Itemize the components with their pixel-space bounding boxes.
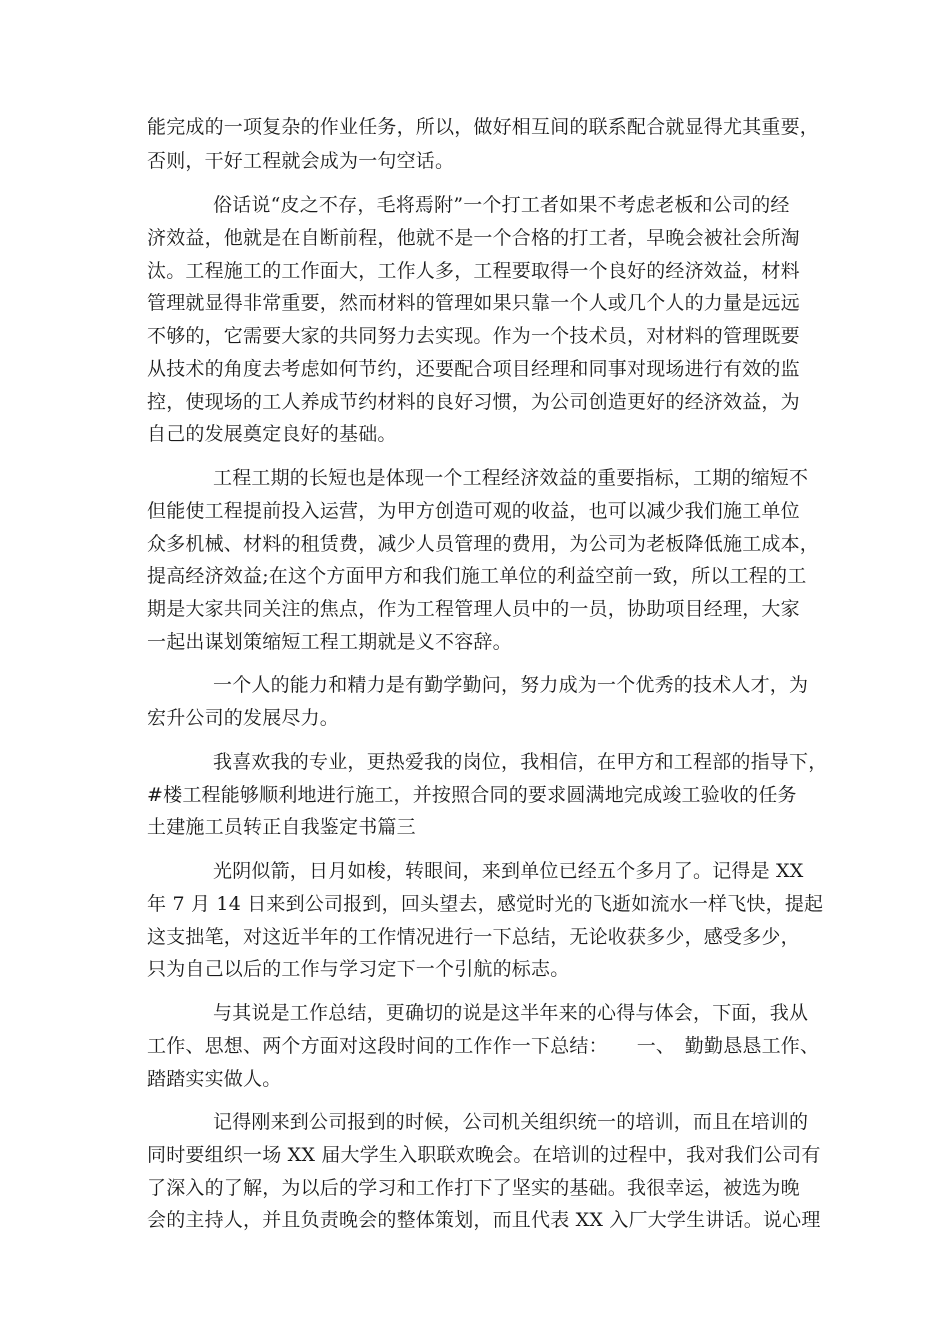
text-line: 踏踏实实做人。: [147, 1068, 282, 1090]
text-line: 能完成的一项复杂的作业任务，所以，做好相互间的联系配合就显得尤其重要，: [147, 116, 820, 138]
text-line: 但能使工程提前投入运营，为甲方创造可观的收益，也可以减少我们施工单位: [147, 500, 800, 522]
text-line: 这支拙笔，对这近半年的工作情况进行一下总结，无论收获多少，感受多少，: [147, 926, 800, 948]
text-line: 同时要组织一场 XX 届大学生入职联欢晚会。在培训的过程中，我对我们公司有: [147, 1144, 821, 1166]
text-line: 宏升公司的发展尽力。: [147, 707, 340, 729]
text-line: 期是大家共同关注的焦点，作为工程管理人员中的一员，协助项目经理，大家: [147, 598, 800, 620]
text-line: 自己的发展奠定良好的基础。: [147, 423, 397, 445]
text-line: 管理就显得非常重要，然而材料的管理如果只靠一个人或几个人的力量是远远: [147, 292, 800, 314]
text-line: #楼工程能够顺利地进行施工，并按照合同的要求圆满地完成竣工验收的任务: [147, 784, 797, 806]
text-line: 济效益，他就是在自断前程，他就不是一个合格的打工者，早晚会被社会所淘: [147, 227, 800, 249]
text-line: 汰。工程施工的工作面大，工作人多，工程要取得一个良好的经济效益，材料: [147, 260, 800, 282]
text-line: 一个人的能力和精力是有勤学勤问，努力成为一个优秀的技术人才，为: [213, 674, 809, 696]
text-line: 一起出谋划策缩短工程工期就是义不容辞。: [147, 631, 512, 653]
text-line: 只为自己以后的工作与学习定下一个引航的标志。: [147, 958, 570, 980]
text-line: 工作、思想、两个方面对这段时间的工作作一下总结： 一、 勤勤恳恳工作、: [147, 1035, 820, 1057]
text-line: 提高经济效益;在这个方面甲方和我们施工单位的利益空前一致，所以工程的工: [147, 565, 807, 587]
text-line: 我喜欢我的专业，更热爱我的岗位，我相信，在甲方和工程部的指导下，: [213, 751, 828, 773]
text-line: 与其说是工作总结，更确切的说是这半年来的心得与体会，下面，我从: [213, 1002, 809, 1024]
text-line: 工程工期的长短也是体现一个工程经济效益的重要指标，工期的缩短不: [213, 467, 809, 489]
text-line: 俗话说“皮之不存，毛将焉附”一个打工者如果不考虑老板和公司的经: [213, 194, 790, 216]
text-line: 不够的，它需要大家的共同努力去实现。作为一个技术员，对材料的管理既要: [147, 325, 800, 347]
text-line: 众多机械、材料的租赁费，减少人员管理的费用，为公司为老板降低施工成本，: [147, 533, 820, 555]
text-line: 从技术的角度去考虑如何节约，还要配合项目经理和同事对现场进行有效的监: [147, 358, 800, 380]
text-line: 了深入的了解，为以后的学习和工作打下了坚实的基础。我很幸运，被选为晚: [147, 1177, 800, 1199]
section-heading: 土建施工员转正自我鉴定书篇三: [147, 816, 416, 838]
text-line: 光阴似箭，日月如梭，转眼间，来到单位已经五个多月了。记得是 XX: [213, 860, 804, 882]
text-line: 年 7 月 14 日来到公司报到，回头望去，感觉时光的飞逝如流水一样飞快，提起: [147, 893, 824, 915]
text-line: 记得刚来到公司报到的时候，公司机关组织统一的培训，而且在培训的: [213, 1111, 809, 1133]
text-line: 会的主持人，并且负责晚会的整体策划，而且代表 XX 入厂大学生讲话。说心理: [147, 1209, 821, 1231]
text-line: 否则，干好工程就会成为一句空话。: [147, 150, 455, 172]
text-line: 控，使现场的工人养成节约材料的良好习惯，为公司创造更好的经济效益，为: [147, 391, 800, 413]
